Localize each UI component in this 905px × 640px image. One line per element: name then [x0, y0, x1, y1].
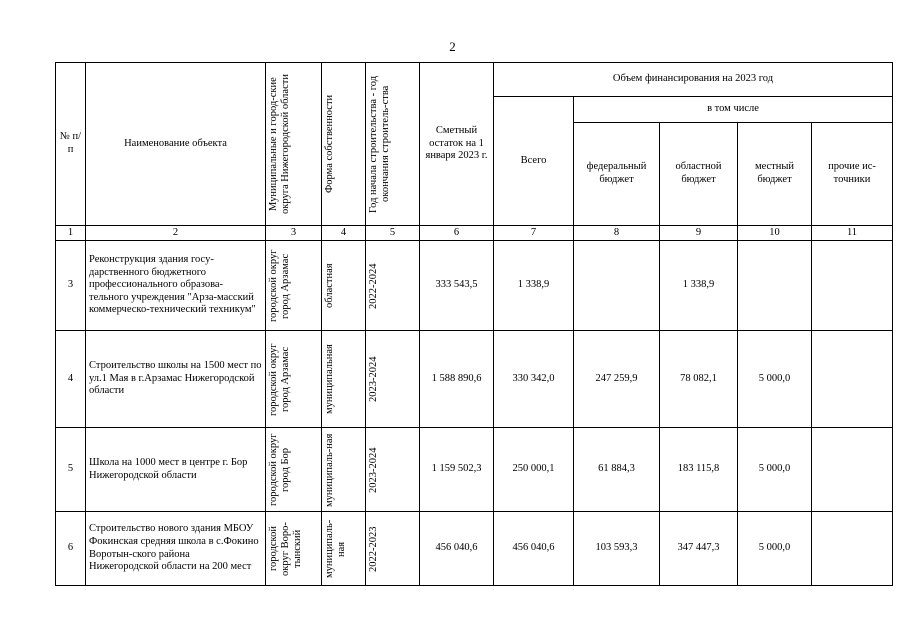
row-federal [574, 241, 660, 331]
row-local: 5 000,0 [738, 512, 812, 586]
row-ownership [322, 331, 366, 428]
row-name: Школа на 1000 мест в центре г. Бор Нижегородской области [86, 428, 266, 512]
row-local: 5 000,0 [738, 331, 812, 428]
row-federal: 247 259,9 [574, 331, 660, 428]
col-number: 5 [366, 226, 420, 241]
row-total: 456 040,6 [494, 512, 574, 586]
header-col-municipality-text: Муниципальные и город-ские округа Нижегородской области [267, 74, 291, 214]
row-years [366, 512, 420, 586]
row-municipality [266, 331, 322, 428]
row-name: Строительство школы на 1500 мест по ул.1 Мая в г.Арзамас Нижегородской области [86, 331, 266, 428]
table-row [56, 428, 893, 512]
header-col-local: местный бюджет [738, 123, 812, 226]
row-num: 4 [56, 331, 86, 428]
col-number: 10 [738, 226, 812, 241]
financing-table [55, 62, 893, 586]
row-name: Строительство нового здания МБОУ Фокинская средняя школа в с.Фокино Воротын-ского района Нижегородской области на 200 мест [86, 512, 266, 586]
row-local [738, 241, 812, 331]
header-col-federal: федеральный бюджет [574, 123, 660, 226]
column-numbers-row [56, 226, 893, 241]
row-municipality [266, 512, 322, 586]
header-col-ownership-text: Форма собственности [323, 94, 335, 194]
row-municipality-text: городской округ город Арзамас [267, 342, 291, 416]
col-number: 8 [574, 226, 660, 241]
row-other [812, 241, 893, 331]
row-years [366, 331, 420, 428]
row-municipality-text: городской округ Воро-тынский [267, 521, 303, 576]
row-municipality-text: городской округ город Бор [267, 433, 291, 506]
row-ownership-text: муниципаль-ная [323, 519, 347, 578]
row-regional: 183 115,8 [660, 428, 738, 512]
col-number: 4 [322, 226, 366, 241]
row-ownership-text: муниципальная [323, 344, 335, 414]
header-col-ownership [322, 63, 366, 226]
row-balance: 1 588 890,6 [420, 331, 494, 428]
page-number: 2 [449, 39, 456, 54]
header-col-other: прочие ис-точники [812, 123, 893, 226]
col-number: 11 [812, 226, 893, 241]
row-federal: 61 884,3 [574, 428, 660, 512]
table-row [56, 512, 893, 586]
row-other [812, 428, 893, 512]
row-federal: 103 593,3 [574, 512, 660, 586]
row-ownership [322, 241, 366, 331]
header-financing-group: Объем финансирования на 2023 год [494, 63, 893, 97]
row-num: 6 [56, 512, 86, 586]
col-number: 1 [56, 226, 86, 241]
row-regional: 78 082,1 [660, 331, 738, 428]
row-num: 5 [56, 428, 86, 512]
row-municipality [266, 241, 322, 331]
col-number: 7 [494, 226, 574, 241]
col-number: 2 [86, 226, 266, 241]
header-col-num: № п/п [56, 63, 86, 226]
row-total: 250 000,1 [494, 428, 574, 512]
col-number: 6 [420, 226, 494, 241]
col-number: 3 [266, 226, 322, 241]
row-balance: 333 543,5 [420, 241, 494, 331]
row-municipality-text: городской округ город Арзамас [267, 249, 291, 322]
row-years-text: 2022-2023 [367, 525, 379, 572]
header-col-municipality [266, 63, 322, 226]
row-other [812, 331, 893, 428]
header-row-1 [56, 63, 893, 97]
row-ownership [322, 512, 366, 586]
header-col-name: Наименование объекта [86, 63, 266, 226]
header-including: в том числе [574, 97, 893, 123]
row-regional: 347 447,3 [660, 512, 738, 586]
row-ownership-text: муниципаль-ная [323, 432, 335, 507]
row-total: 1 338,9 [494, 241, 574, 331]
header-col-regional: областной бюджет [660, 123, 738, 226]
row-other [812, 512, 893, 586]
row-regional: 1 338,9 [660, 241, 738, 331]
header-col-total: Всего [494, 97, 574, 226]
row-years-text: 2023-2024 [367, 446, 379, 493]
row-balance: 1 159 502,3 [420, 428, 494, 512]
row-municipality [266, 428, 322, 512]
header-col-years-text: Год начала строительства - год окончания строитель-ства [367, 75, 391, 213]
row-years [366, 428, 420, 512]
header-col-years [366, 63, 420, 226]
row-balance: 456 040,6 [420, 512, 494, 586]
table-row [56, 331, 893, 428]
table-row [56, 241, 893, 331]
row-years [366, 241, 420, 331]
row-ownership [322, 428, 366, 512]
row-num: 3 [56, 241, 86, 331]
row-name: Реконструкция здания госу-дарственного бюджетного профессионального образова-тельного учреждения "Арза-масский коммерческо-технический техникум" [86, 241, 266, 331]
header-col-balance: Сметный остаток на 1 января 2023 г. [420, 63, 494, 226]
row-ownership-text: областная [323, 263, 335, 308]
row-total: 330 342,0 [494, 331, 574, 428]
row-years-text: 2023-2024 [367, 356, 379, 402]
col-number: 9 [660, 226, 738, 241]
row-local: 5 000,0 [738, 428, 812, 512]
row-years-text: 2022-2024 [367, 262, 379, 309]
